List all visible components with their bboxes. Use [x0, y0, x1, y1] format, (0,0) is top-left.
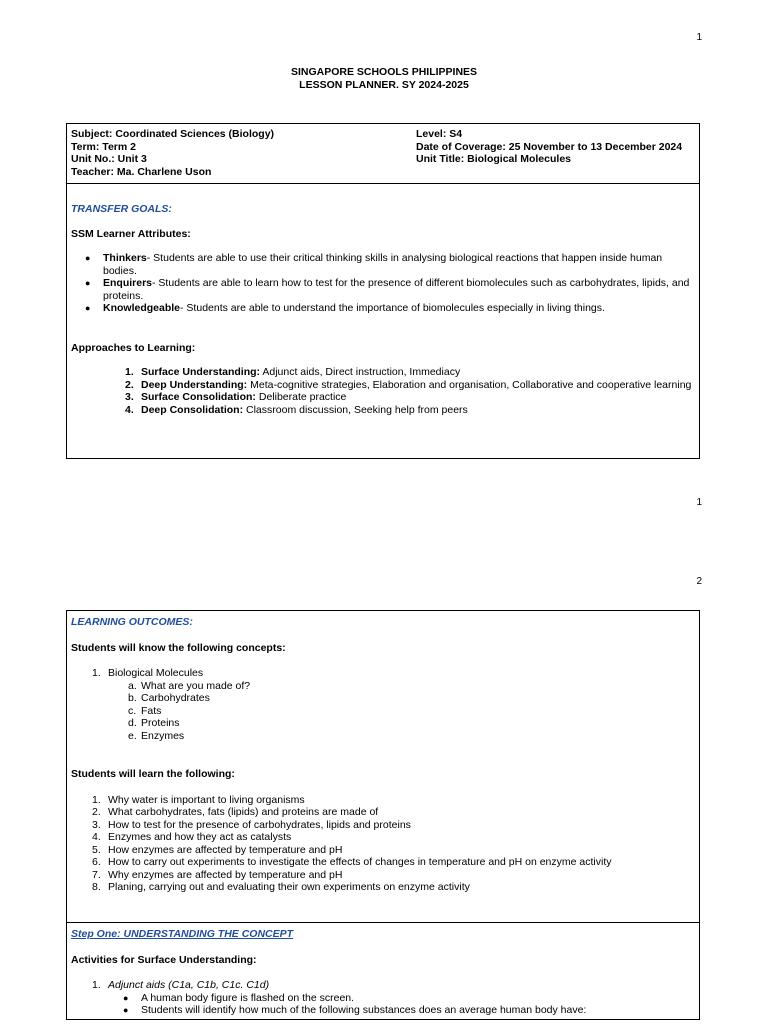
learn-heading: Students will learn the following: — [71, 768, 235, 780]
list-item: ● Knowledgeable- Students are able to understand the importance of biomolecules especially in living things. — [103, 302, 695, 315]
transfer-goals-section — [66, 183, 700, 459]
list-item: 7. Why enzymes are affected by temperature and pH — [92, 868, 343, 881]
approaches-list — [71, 366, 695, 416]
approaches-heading: Approaches to Learning: — [71, 341, 196, 354]
step-one-heading: Step One: UNDERSTANDING THE CONCEPT — [71, 928, 294, 940]
learning-outcomes-section — [66, 610, 700, 923]
list-item: 4. Enzymes and how they act as catalysts — [92, 831, 292, 843]
learning-outcomes-heading: LEARNING OUTCOMES: — [71, 616, 193, 628]
lesson-info-box — [66, 123, 700, 184]
step-one-section — [66, 922, 700, 1020]
activities-list — [71, 979, 695, 1017]
concepts-list — [71, 667, 695, 742]
coverage-field: Date of Coverage: 25 November to 13 December 2024 — [416, 140, 683, 153]
list-item: a. What are you made of? — [128, 679, 251, 692]
list-item: 8. Planing, carrying out and evaluating their own experiments on enzyme activity — [92, 881, 470, 893]
list-item: ● Enquirers- Students are able to learn how to test for the presence of different biomolecules such as carbohydrates, lipids, and proteins. — [103, 277, 695, 302]
activity-bullets — [108, 992, 695, 1017]
list-item: b. Carbohydrates — [128, 692, 210, 704]
page-number: 2 — [696, 576, 702, 587]
transfer-goals-heading: TRANSFER GOALS: — [71, 203, 172, 215]
list-item: 3. How to test for the presence of carbohydrates, lipids and proteins — [92, 818, 411, 831]
page-number: 1 — [696, 497, 702, 508]
unit-title-field: Unit Title: Biological Molecules — [416, 153, 571, 165]
concepts-sublist — [108, 680, 695, 743]
list-item: 1. Why water is important to living organisms — [92, 793, 305, 806]
list-item: 1. Adjunct aids (C1a, C1b, C1c. C1d) ● A human body figure is flashed on the screen. ● Students will identify how much of the following substances does an average human body have: — [108, 979, 695, 1017]
list-item: ● Thinkers- Students are able to use their critical thinking skills in analysing biological reactions that happen inside human bodies. — [103, 252, 695, 277]
list-item: 6. How to carry out experiments to investigate the effects of changes in temperature and pH on enzyme activity — [92, 856, 612, 868]
list-item: ● Students will identify how much of the following substances does an average human body have: — [141, 1004, 695, 1017]
list-item: 1. Surface Understanding: Adjunct aids, Direct instruction, Immediacy — [125, 366, 461, 378]
list-item: 3. Surface Consolidation: Deliberate practice — [125, 391, 347, 403]
list-item: c. Fats — [128, 704, 162, 717]
document-header — [0, 66, 768, 92]
activities-heading: Activities for Surface Understanding: — [71, 953, 257, 966]
list-item: d. Proteins — [128, 717, 180, 729]
school-name: SINGAPORE SCHOOLS PHILIPPINES — [290, 66, 478, 78]
unit-number-field: Unit No.: Unit 3 — [71, 153, 147, 165]
know-concepts-heading: Students will know the following concepts: — [71, 641, 286, 654]
teacher-field: Teacher: Ma. Charlene Uson — [71, 165, 212, 178]
planner-title: LESSON PLANNER. SY 2024-2025 — [299, 79, 469, 91]
level-field: Level: S4 — [416, 128, 463, 140]
learner-attributes-heading: SSM Learner Attributes: — [71, 227, 191, 240]
list-item: 2. Deep Understanding: Meta-cognitive strategies, Elaboration and organisation, Collaborative and cooperative learning — [125, 378, 692, 391]
learner-attributes-list — [71, 252, 695, 315]
subject-field: Subject: Coordinated Sciences (Biology) — [71, 128, 275, 140]
page-number: 1 — [696, 32, 702, 43]
list-item: 1. Biological Molecules a. What are you made of? b. Carbohydrates c. Fats d. Proteins e. Enzymes — [108, 667, 695, 742]
list-item: 5. How enzymes are affected by temperature and pH — [92, 843, 343, 856]
list-item: e. Enzymes — [128, 729, 185, 742]
list-item: 2. What carbohydrates, fats (lipids) and proteins are made of — [92, 806, 379, 818]
term-field: Term: Term 2 — [71, 140, 136, 153]
learn-list — [71, 794, 695, 894]
list-item: ● A human body figure is flashed on the screen. — [141, 992, 695, 1005]
list-item: 4. Deep Consolidation: Classroom discussion, Seeking help from peers — [125, 403, 468, 416]
